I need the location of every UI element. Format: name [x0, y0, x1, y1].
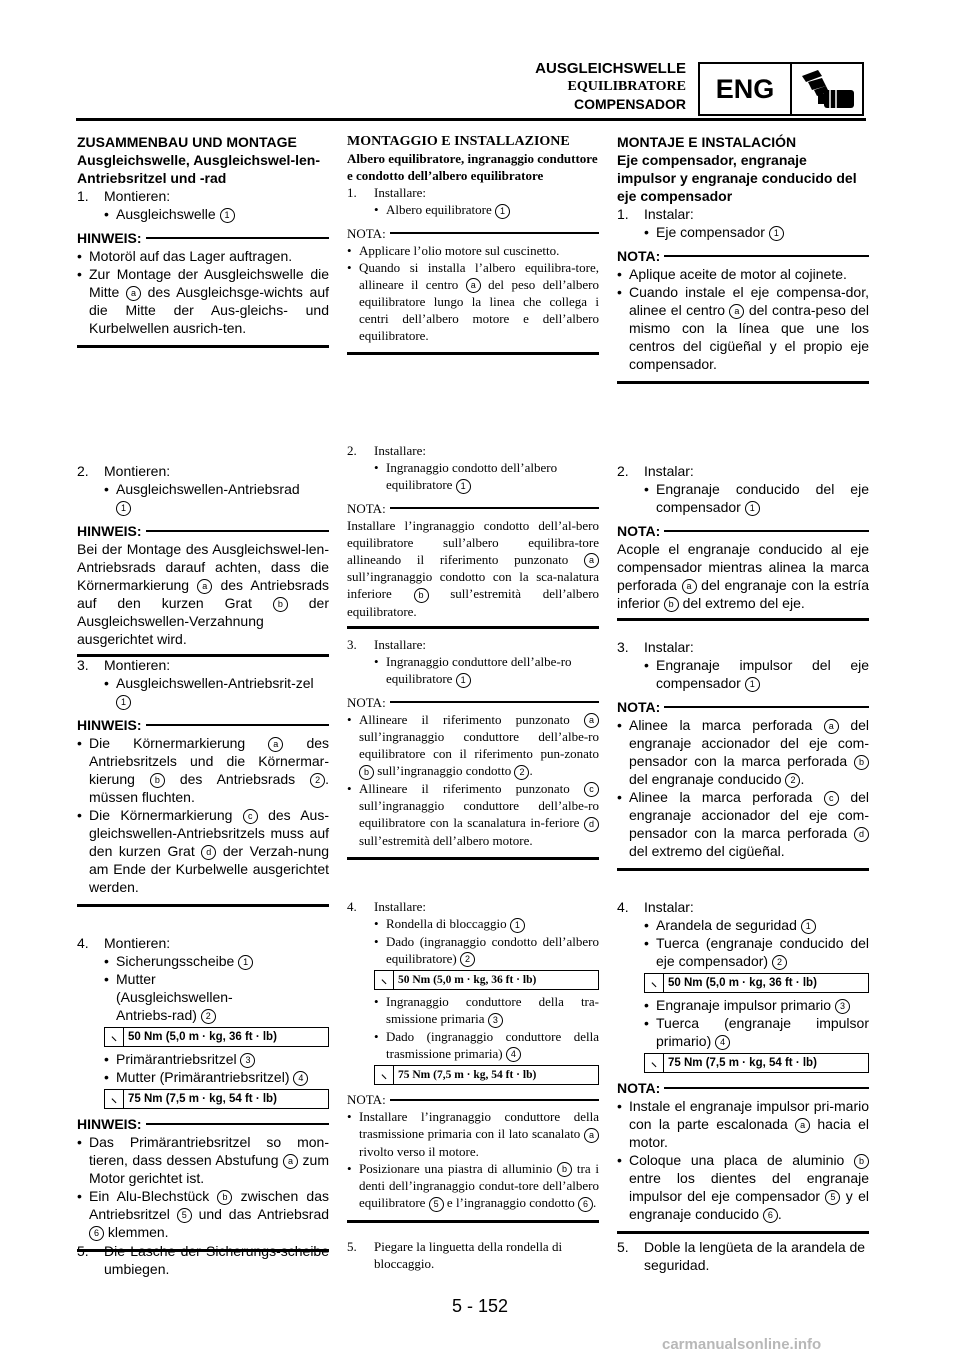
list-item: • Ausgleichswelle 1 — [77, 205, 329, 223]
torque-spec: ⸜ 75 Nm (7,5 m · kg, 54 ft · lb) — [374, 1065, 599, 1085]
wrench-icon: ⸜ — [375, 971, 394, 989]
de-subheading: Ausgleichswelle, Ausgleichswel-len-Antriebsritzel und -rad — [77, 152, 320, 186]
note-label: HINWEIS: — [77, 1115, 329, 1133]
list-item: • Ausgleichswellen-Antriebsrit-zel 1 — [77, 674, 329, 710]
list-item: • Ausgleichswellen-Antriebsrad 1 — [77, 480, 329, 516]
torque-spec: ⸜ 75 Nm (7,5 m · kg, 54 ft · lb) — [644, 1053, 869, 1073]
list-item: • Dado (ingranaggio conduttore della trasmissione primaria) 4 — [374, 1028, 599, 1061]
list-item: • Dado (ingranaggio condotto dell’albero equilibratore) 2 — [374, 933, 599, 966]
torque-spec: ⸜ 75 Nm (7,5 m · kg, 54 ft · lb) — [104, 1089, 329, 1109]
header-rule — [76, 118, 866, 121]
it-step-5-block: 5. Piegare la linguetta della rondella di bloccaggio. — [347, 1239, 563, 1271]
list-item: • Mutter (Ausgleichswellen-Antriebs-rad) 2 — [104, 971, 233, 1023]
note-label: HINWEIS: — [77, 229, 329, 247]
list-item: • Primärantriebsritzel 3 — [77, 1050, 329, 1068]
list-item: • Ingranaggio conduttore della tra-smissione primaria 3 — [374, 994, 599, 1027]
es-step-2-block: 2. Instalar: • Engranaje conducido del eje compensador 1 NOTA: Acople el engranaje conducido al eje compensador mientras alinea la marca perforada a del engranaje con la estría inferior b del extremo del eje. — [617, 462, 869, 621]
es-step-5-block: 5. Doble la lengüeta de la arandela de seguridad. — [617, 1239, 866, 1273]
list-item: • Ingranaggio conduttore dell’albe-ro equilibratore 1 — [374, 654, 572, 686]
note-label: HINWEIS: — [77, 522, 329, 540]
note-label: NOTA: — [617, 522, 869, 540]
de-step-3-block: 3. Montieren: • Ausgleichswellen-Antriebsrit-zel 1 HINWEIS: • Die Körnermarkierung a des Antriebsritzels und die Körnermar-kierung b des Antriebsrads 2 . müssen fluchten. • Die Körnermarkierung c des Aus-gleichswellen-Antriebsritzels muss auf den kurzen Grat d der Verzah-nung am Ende der Kurbelwelle ausgerichtet werden. — [77, 656, 329, 907]
note-end-rule — [77, 345, 329, 348]
lang-badge-box — [698, 62, 864, 116]
list-item: • Tuerca (engranaje conducido del eje compensador) 2 — [644, 935, 869, 969]
note-label: NOTA: — [347, 225, 599, 242]
de-step-4-block: 4. Montieren: • Sicherungsscheibe 1 • Mutter (Ausgleichswellen-Antriebs-rad) 2 ⸜ 50 Nm (5,0 m · kg, 36 ft · lb) • Primärantriebsritzel 3 • Mutter (Primärantriebsritzel) 4 ⸜ 75 Nm (7,5 m · kg, 54 ft · lb) HINWEIS: • Das Primärantriebsritzel so mon-tieren, dass dessen Abstufung a zum Motor gerichtet ist. • Ein Alu-Blechstück b zwischen das Antriebsritzel 5 und das Antriebsrad 6 klemmen. — [77, 934, 329, 1252]
torque-spec: ⸜ 50 Nm (5,0 m · kg, 36 ft · lb) — [104, 1027, 329, 1047]
list-item: • Eje compensador 1 — [617, 223, 869, 241]
list-item: • Mutter (Primärantriebsritzel) 4 — [77, 1068, 329, 1086]
it-subheading: Albero equilibratore, ingranaggio conduttore e condotto dell’albero equilibratore — [347, 151, 598, 183]
list-item: • Albero equilibratore 1 — [347, 201, 599, 219]
page-number: 5 - 152 — [451, 1296, 509, 1316]
it-step-1-block: MONTAGGIO E INSTALLAZIONE Albero equilibratore, ingranaggio conduttore e condotto dell’albero equilibratore 1. Installare: • Albero equilibratore 1 NOTA: • Applicare l’olio motore sul cuscinetto. • Quando si installa l’albero equilibra-tore, allineare il centro a del peso dell’albero equilibratore lungo la linea che collega i centri dell’albero motore e dell’albero equilibratore. — [347, 133, 599, 355]
it-step-3-block: 3. Installare: • Ingranaggio conduttore dell’albe-ro equilibratore 1 NOTA: • Allineare il riferimento punzonato a sull’ingranaggio conduttore dell’albe-ro equilibratore con il riferimento pun-zonato b sull’ingranaggio condotto 2 . • Allineare il riferimento punzonato c sull’ingranaggio conduttore dell’albe-ro equilibratore con la scanalatura in-feriore d sull’estremità dell’albero motore. — [347, 636, 599, 860]
lang-badge: ENG — [700, 64, 792, 114]
list-item: • Engranaje impulsor primario 3 — [617, 996, 869, 1014]
note-label: NOTA: — [347, 500, 599, 517]
wrench-icon: ⸜ — [105, 1028, 124, 1046]
de-heading: ZUSAMMENBAU UND MONTAGE — [77, 134, 297, 150]
note-label: NOTA: — [617, 1079, 869, 1097]
it-step-2-block: 2. Installare: • Ingranaggio condotto dell’albero equilibratore 1 NOTA: Installare l’ingranaggio condotto dell’al-bero equilibratore sull’albero equilibra-tore allineando il riferimento punzonato a sull’ingranaggio condotto con la sca-nalatura inferiore b sull’estremità dell’albero equilibratore. — [347, 442, 599, 629]
list-item: • Sicherungsscheibe 1 — [77, 952, 329, 970]
es-step-4-block: 4. Instalar: • Arandela de seguridad 1 • Tuerca (engranaje conducido del eje compensador) 2 ⸜ 50 Nm (5,0 m · kg, 36 ft · lb) • Engranaje impulsor primario 3 • Tuerca (engranaje impulsor primario) 4 ⸜ 75 Nm (7,5 m · kg, 54 ft · lb) NOTA: • Instale el engranaje impulsor pri-mario con la parte escalonada a hacia el motor. • Coloque una placa de aluminio b entre los dientes del engranaje impulsor del eje compensador 5 y el engranaje conducido 6 . — [617, 898, 869, 1234]
de-step-2-block: 2. Montieren: • Ausgleichswellen-Antriebsrad 1 HINWEIS: Bei der Montage des Ausgleichswel-len-Antriebsrads darauf achten, dass die Körnermarkierung a des Antriebsrads auf den kurzen Grat b der Ausgleichswellen-Verzahnung ausgerichtet wird. — [77, 462, 329, 657]
wrench-icon: ⸜ — [105, 1090, 124, 1108]
de-step-5-block: 5. Die Lasche der Sicherungs-scheibe umbiegen. — [77, 1243, 329, 1277]
es-subheading: Eje compensador, engranaje impulsor y engranaje conducido del eje compensador — [617, 152, 857, 204]
torque-spec: ⸜ 50 Nm (5,0 m · kg, 36 ft · lb) — [374, 970, 599, 990]
list-item: • Arandela de seguridad 1 — [617, 916, 869, 934]
section-title-de: AUSGLEICHSWELLE — [535, 60, 686, 77]
wrench-icon: ⸜ — [645, 1054, 664, 1072]
de-step-1-block: ZUSAMMENBAU UND MONTAGE Ausgleichswelle, Ausgleichswel-len-Antriebsritzel und -rad 1. Montieren: • Ausgleichswelle 1 HINWEIS: • Motoröl auf das Lager auftragen. • Zur Montage der Ausgleichswelle die Mitte a des Ausgleichsge-wichts auf die Mitte der Aus-gleichs- und Kurbelwellen ausrich-ten. — [77, 133, 329, 348]
it-heading: MONTAGGIO E INSTALLAZIONE — [347, 134, 570, 149]
wrench-icon: ⸜ — [645, 974, 664, 992]
note-label: HINWEIS: — [77, 716, 329, 734]
es-heading: MONTAJE E INSTALACIÓN — [617, 134, 797, 150]
note-label: NOTA: — [617, 698, 869, 716]
list-item: • Engranaje conducido del eje compensador 1 — [644, 481, 869, 515]
note-label: NOTA: — [347, 1091, 599, 1108]
note-label: NOTA: — [617, 247, 869, 265]
section-title-it: EQUILIBRATORE — [567, 79, 686, 94]
wrench-icon: ⸜ — [375, 1066, 394, 1084]
note-label: NOTA: — [347, 694, 599, 711]
list-item: • Tuerca (engranaje impulsor primario) 4 — [644, 1015, 869, 1049]
es-step-1-block: MONTAJE E INSTALACIÓN Eje compensador, engranaje impulsor y engranaje conducido del eje compensador 1. Instalar: • Eje compensador 1 NOTA: • Aplique aceite de motor al cojinete. • Cuando instale el eje compensa-dor, alinee el centro a del contra-peso del mismo con la línea que une los centros del cigüeñal y el propio eje compensador. — [617, 133, 869, 384]
engine-parts-icon — [792, 64, 862, 114]
watermark: carmanualsonline.info — [662, 1336, 822, 1353]
section-title-es: COMPENSADOR — [573, 96, 686, 112]
it-step-4-block: 4. Installare: • Rondella di bloccaggio 1 • Dado (ingranaggio condotto dell’albero equilibratore) 2 ⸜ 50 Nm (5,0 m · kg, 36 ft · lb) • Ingranaggio conduttore della tra-smissione primaria 3 • Dado (ingranaggio conduttore della trasmissione primaria) 4 ⸜ 75 Nm (7,5 m · kg, 54 ft · lb) NOTA: • Installare l’ingranaggio conduttore della trasmissione primaria con il lato scanalato a rivolto verso il motore. • Posizionare una piastra di alluminio b tra i denti dell’ingranaggio condut-tore dell’albero equilibratore 5 e l’ingranaggio condotto 6 . — [347, 898, 599, 1223]
torque-spec: ⸜ 50 Nm (5,0 m · kg, 36 ft · lb) — [644, 973, 869, 993]
es-step-3-block: 3. Instalar: • Engranaje impulsor del eje compensador 1 NOTA: • Alinee la marca perforada a del engranaje accionador del eje com-pensador con la marca perforada b del engranaje conducido 2 . • Alinee la marca perforada c del engranaje accionador del eje com-pensador con la marca perforada d del extremo del cigüeñal. — [617, 638, 869, 871]
list-item: • Ingranaggio condotto dell’albero equilibratore 1 — [374, 460, 558, 492]
list-item: • Rondella di bloccaggio 1 — [347, 915, 599, 933]
list-item: • Engranaje impulsor del eje compensador 1 — [644, 657, 869, 691]
